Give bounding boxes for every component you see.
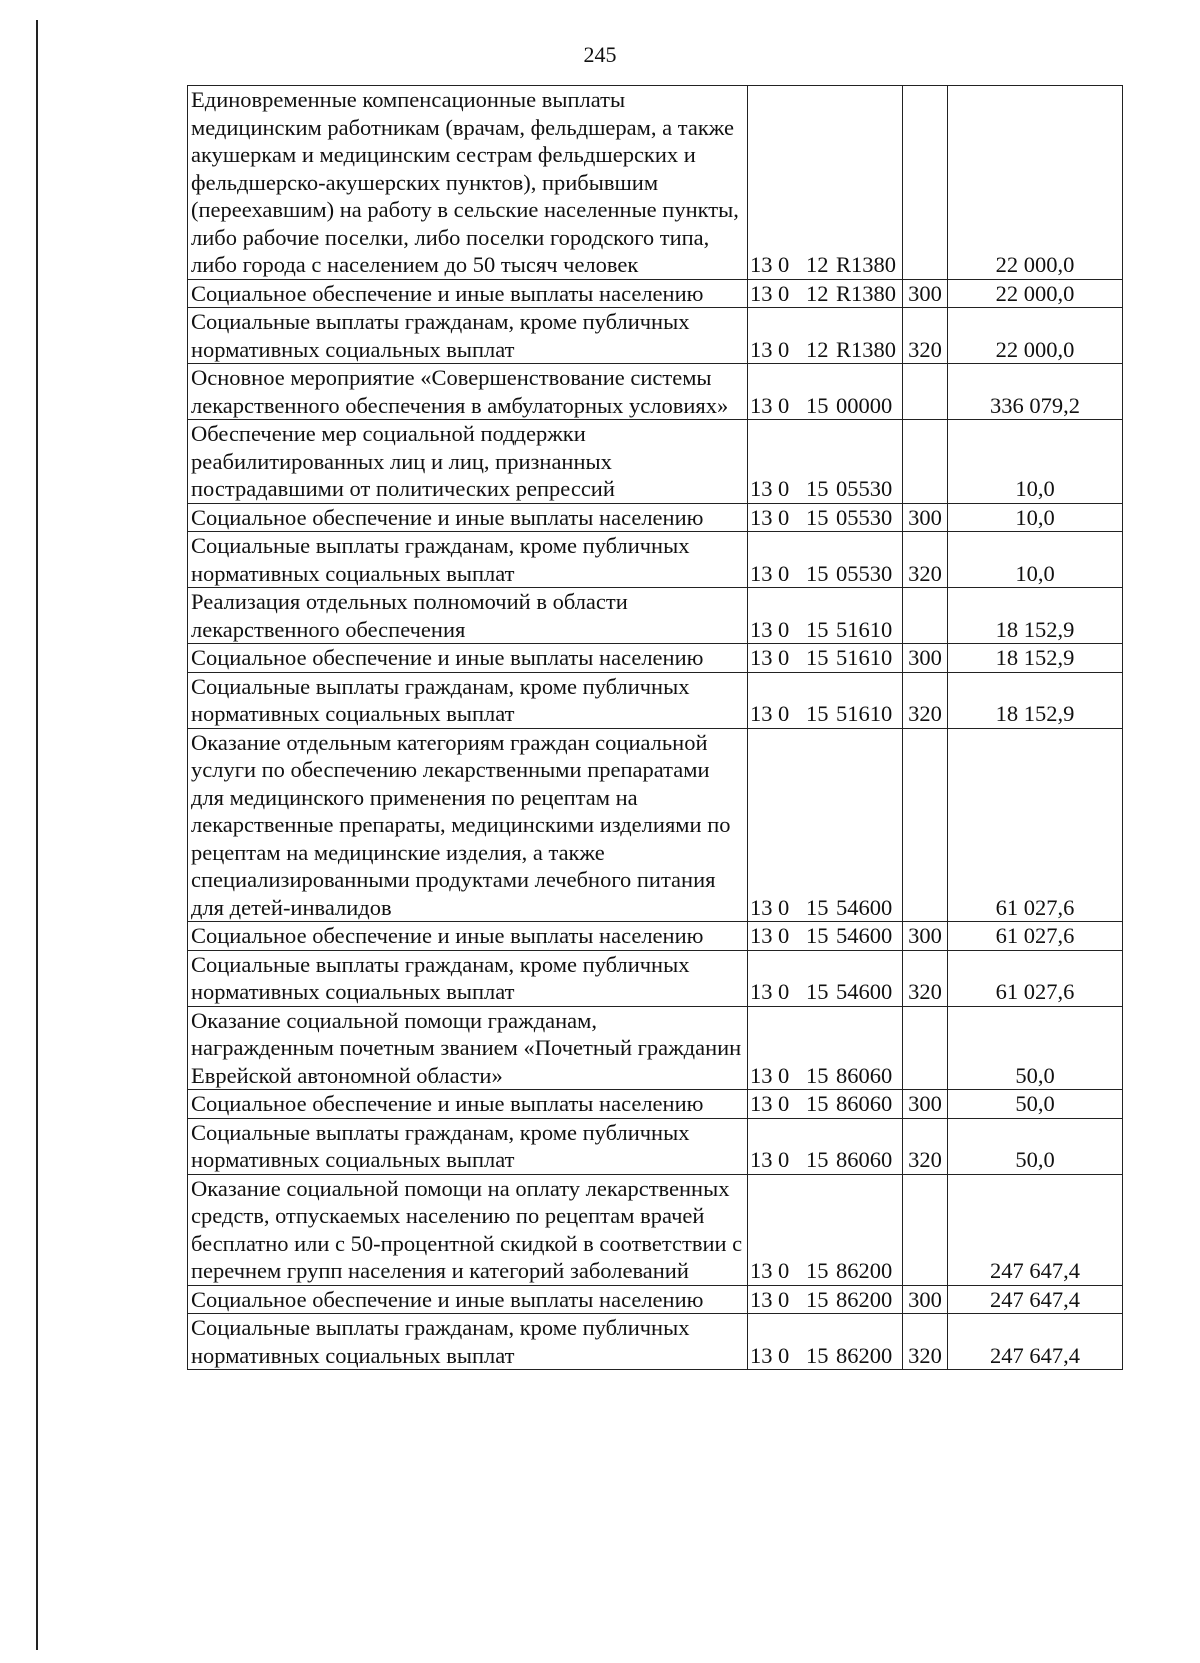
- row-amount: 22 000,0: [948, 308, 1123, 364]
- row-expense-type: 320: [903, 950, 948, 1006]
- row-name: Социальные выплаты гражданам, кроме публичных нормативных социальных выплат: [188, 532, 748, 588]
- code-part: 54600: [836, 979, 893, 1004]
- code-part: 13: [750, 1062, 773, 1088]
- code-part: 54600: [836, 894, 893, 920]
- row-amount: 61 027,6: [948, 728, 1123, 922]
- code-part: 86060: [836, 1091, 893, 1116]
- row-amount: 336 079,2: [948, 364, 1123, 420]
- row-target-code: [748, 279, 903, 308]
- table-row: [188, 1090, 1123, 1119]
- code-part: 05530: [836, 560, 893, 586]
- row-name: Обеспечение мер социальной поддержки реабилитированных лиц и лиц, признанных пострадавшими от политических репрессий: [188, 420, 748, 504]
- page-edge-rule: [36, 20, 38, 1650]
- row-amount: 22 000,0: [948, 279, 1123, 308]
- code-part: 15: [806, 476, 829, 501]
- code-part: 0: [778, 504, 790, 530]
- row-name: Социальное обеспечение и иные выплаты населению: [188, 644, 748, 673]
- row-target-code: [748, 1314, 903, 1370]
- code-part: 0: [778, 894, 790, 920]
- row-name: Социальные выплаты гражданам, кроме публичных нормативных социальных выплат: [188, 308, 748, 364]
- row-expense-type: 300: [903, 279, 948, 308]
- code-part: 15: [806, 923, 829, 948]
- row-target-code: [748, 308, 903, 364]
- row-target-code: [748, 1006, 903, 1090]
- code-part: 12: [806, 252, 829, 277]
- code-part: 0: [778, 280, 790, 306]
- row-target-code: [748, 1090, 903, 1119]
- row-name: Оказание социальной помощи гражданам, награжденным почетным званием «Почетный гражданин Еврейской автономной области»: [188, 1006, 748, 1090]
- code-part: 15: [806, 1062, 829, 1088]
- table-row: [188, 672, 1123, 728]
- code-part: 13: [750, 979, 773, 1004]
- code-part: 15: [806, 645, 829, 670]
- row-expense-type: 300: [903, 922, 948, 951]
- row-amount: 50,0: [948, 1006, 1123, 1090]
- row-name: Социальное обеспечение и иные выплаты населению: [188, 1285, 748, 1314]
- code-part: 05530: [836, 476, 893, 501]
- code-part: 0: [778, 252, 790, 277]
- code-part: 12: [806, 280, 829, 306]
- code-part: 15: [806, 1258, 829, 1283]
- row-amount: 18 152,9: [948, 588, 1123, 644]
- code-part: 15: [806, 616, 829, 642]
- row-amount: 18 152,9: [948, 644, 1123, 673]
- code-part: 0: [778, 645, 790, 670]
- code-part: 13: [750, 1258, 773, 1283]
- row-expense-type: [903, 420, 948, 504]
- budget-table-body: [188, 86, 1123, 1370]
- row-expense-type: 300: [903, 1285, 948, 1314]
- code-part: 13: [750, 894, 773, 920]
- code-part: 0: [778, 701, 790, 726]
- table-row: [188, 503, 1123, 532]
- table-row: [188, 279, 1123, 308]
- code-part: 0: [778, 1091, 790, 1116]
- code-part: R1380: [836, 280, 897, 306]
- row-target-code: [748, 86, 903, 280]
- code-part: 86060: [836, 1062, 893, 1088]
- code-part: 51610: [836, 701, 893, 726]
- row-expense-type: 320: [903, 1118, 948, 1174]
- row-name: Социальные выплаты гражданам, кроме публичных нормативных социальных выплат: [188, 950, 748, 1006]
- code-part: 13: [750, 504, 773, 530]
- code-part: 0: [778, 1286, 790, 1312]
- code-part: 13: [750, 616, 773, 642]
- row-target-code: [748, 503, 903, 532]
- table-row: [188, 364, 1123, 420]
- code-part: 13: [750, 476, 773, 501]
- row-name: Основное мероприятие «Совершенствование системы лекарственного обеспечения в амбулаторных условиях»: [188, 364, 748, 420]
- table-row: [188, 1006, 1123, 1090]
- budget-table: [187, 85, 1123, 1370]
- row-target-code: [748, 532, 903, 588]
- row-name: Оказание социальной помощи на оплату лекарственных средств, отпускаемых населению по рецептам врачей бесплатно или с 50-процентной скидкой в соответствии с перечнем групп населения и категорий заболеваний: [188, 1174, 748, 1285]
- code-part: 15: [806, 894, 829, 920]
- row-expense-type: [903, 588, 948, 644]
- row-target-code: [748, 922, 903, 951]
- code-part: 86060: [836, 1147, 893, 1172]
- code-part: 0: [778, 1062, 790, 1088]
- code-part: 15: [806, 1342, 829, 1368]
- code-part: 13: [750, 560, 773, 586]
- row-amount: 10,0: [948, 420, 1123, 504]
- row-amount: 50,0: [948, 1090, 1123, 1119]
- row-expense-type: [903, 364, 948, 420]
- row-target-code: [748, 588, 903, 644]
- table-row: [188, 308, 1123, 364]
- code-part: 0: [778, 979, 790, 1004]
- row-amount: 61 027,6: [948, 922, 1123, 951]
- row-amount: 247 647,4: [948, 1314, 1123, 1370]
- code-part: 12: [806, 336, 829, 362]
- row-name: Социальные выплаты гражданам, кроме публичных нормативных социальных выплат: [188, 672, 748, 728]
- table-row: [188, 1118, 1123, 1174]
- code-part: 0: [778, 1342, 790, 1368]
- code-part: 15: [806, 1091, 829, 1116]
- code-part: 13: [750, 701, 773, 726]
- row-target-code: [748, 1118, 903, 1174]
- code-part: 15: [806, 1147, 829, 1172]
- row-expense-type: 320: [903, 532, 948, 588]
- code-part: 0: [778, 616, 790, 642]
- code-part: 0: [778, 923, 790, 948]
- row-expense-type: 300: [903, 644, 948, 673]
- code-part: 00000: [836, 392, 893, 418]
- row-expense-type: 320: [903, 672, 948, 728]
- row-amount: 247 647,4: [948, 1285, 1123, 1314]
- row-expense-type: [903, 1174, 948, 1285]
- code-part: 15: [806, 504, 829, 530]
- row-target-code: [748, 1174, 903, 1285]
- code-part: 13: [750, 645, 773, 670]
- row-target-code: [748, 728, 903, 922]
- table-row: [188, 1174, 1123, 1285]
- row-amount: 10,0: [948, 532, 1123, 588]
- row-name: Социальное обеспечение и иные выплаты населению: [188, 503, 748, 532]
- code-part: 13: [750, 1147, 773, 1172]
- row-expense-type: 300: [903, 503, 948, 532]
- code-part: 0: [778, 336, 790, 362]
- table-row: [188, 728, 1123, 922]
- code-part: 13: [750, 1342, 773, 1368]
- row-name: Единовременные компенсационные выплаты медицинским работникам (врачам, фельдшерам, а также акушеркам и медицинским сестрам фельдшерских и фельдшерско-акушерских пунктов), прибывшим (переехавшим) на работу в сельские населенные пункты, либо рабочие поселки, либо поселки городского типа, либо города с населением до 50 тысяч человек: [188, 86, 748, 280]
- code-part: 05530: [836, 504, 893, 530]
- row-target-code: [748, 950, 903, 1006]
- table-row: [188, 420, 1123, 504]
- row-name: Социальные выплаты гражданам, кроме публичных нормативных социальных выплат: [188, 1118, 748, 1174]
- row-expense-type: [903, 1006, 948, 1090]
- table-row: [188, 86, 1123, 280]
- row-target-code: [748, 1285, 903, 1314]
- table-row: [188, 950, 1123, 1006]
- code-part: R1380: [836, 336, 897, 362]
- row-target-code: [748, 644, 903, 673]
- row-name: Социальные выплаты гражданам, кроме публичных нормативных социальных выплат: [188, 1314, 748, 1370]
- code-part: 86200: [836, 1342, 893, 1368]
- row-target-code: [748, 364, 903, 420]
- row-amount: 61 027,6: [948, 950, 1123, 1006]
- code-part: 15: [806, 560, 829, 586]
- row-name: Социальное обеспечение и иные выплаты населению: [188, 279, 748, 308]
- row-name: Социальное обеспечение и иные выплаты населению: [188, 1090, 748, 1119]
- code-part: 13: [750, 1091, 773, 1116]
- code-part: 0: [778, 560, 790, 586]
- code-part: 54600: [836, 923, 893, 948]
- table-row: [188, 644, 1123, 673]
- row-expense-type: 320: [903, 308, 948, 364]
- code-part: 51610: [836, 645, 893, 670]
- row-amount: 247 647,4: [948, 1174, 1123, 1285]
- code-part: 0: [778, 1258, 790, 1283]
- row-name: Реализация отдельных полномочий в области лекарственного обеспечения: [188, 588, 748, 644]
- row-target-code: [748, 672, 903, 728]
- row-amount: 22 000,0: [948, 86, 1123, 280]
- row-amount: 50,0: [948, 1118, 1123, 1174]
- row-amount: 10,0: [948, 503, 1123, 532]
- row-target-code: [748, 420, 903, 504]
- table-row: [188, 588, 1123, 644]
- page-number: 245: [583, 42, 617, 67]
- code-part: 15: [806, 1286, 829, 1312]
- row-expense-type: [903, 728, 948, 922]
- row-name: Оказание отдельным категориям граждан социальной услуги по обеспечению лекарственными препаратами для медицинского применения по рецептам на лекарственные препараты, медицинскими изделиями по рецептам на медицинские изделия, а также специализированными продуктами лечебного питания для детей-инвалидов: [188, 728, 748, 922]
- row-name: Социальное обеспечение и иные выплаты населению: [188, 922, 748, 951]
- code-part: 13: [750, 252, 773, 277]
- row-expense-type: 320: [903, 1314, 948, 1370]
- code-part: R1380: [836, 252, 897, 277]
- code-part: 0: [778, 476, 790, 501]
- table-row: [188, 532, 1123, 588]
- code-part: 13: [750, 923, 773, 948]
- code-part: 15: [806, 392, 829, 418]
- code-part: 86200: [836, 1286, 893, 1312]
- table-row: [188, 1314, 1123, 1370]
- code-part: 13: [750, 336, 773, 362]
- code-part: 0: [778, 392, 790, 418]
- code-part: 86200: [836, 1258, 893, 1283]
- table-row: [188, 922, 1123, 951]
- code-part: 51610: [836, 616, 893, 642]
- code-part: 13: [750, 280, 773, 306]
- code-part: 13: [750, 392, 773, 418]
- table-row: [188, 1285, 1123, 1314]
- code-part: 15: [806, 701, 829, 726]
- code-part: 0: [778, 1147, 790, 1172]
- row-expense-type: 300: [903, 1090, 948, 1119]
- row-expense-type: [903, 86, 948, 280]
- code-part: 13: [750, 1286, 773, 1312]
- code-part: 15: [806, 979, 829, 1004]
- row-amount: 18 152,9: [948, 672, 1123, 728]
